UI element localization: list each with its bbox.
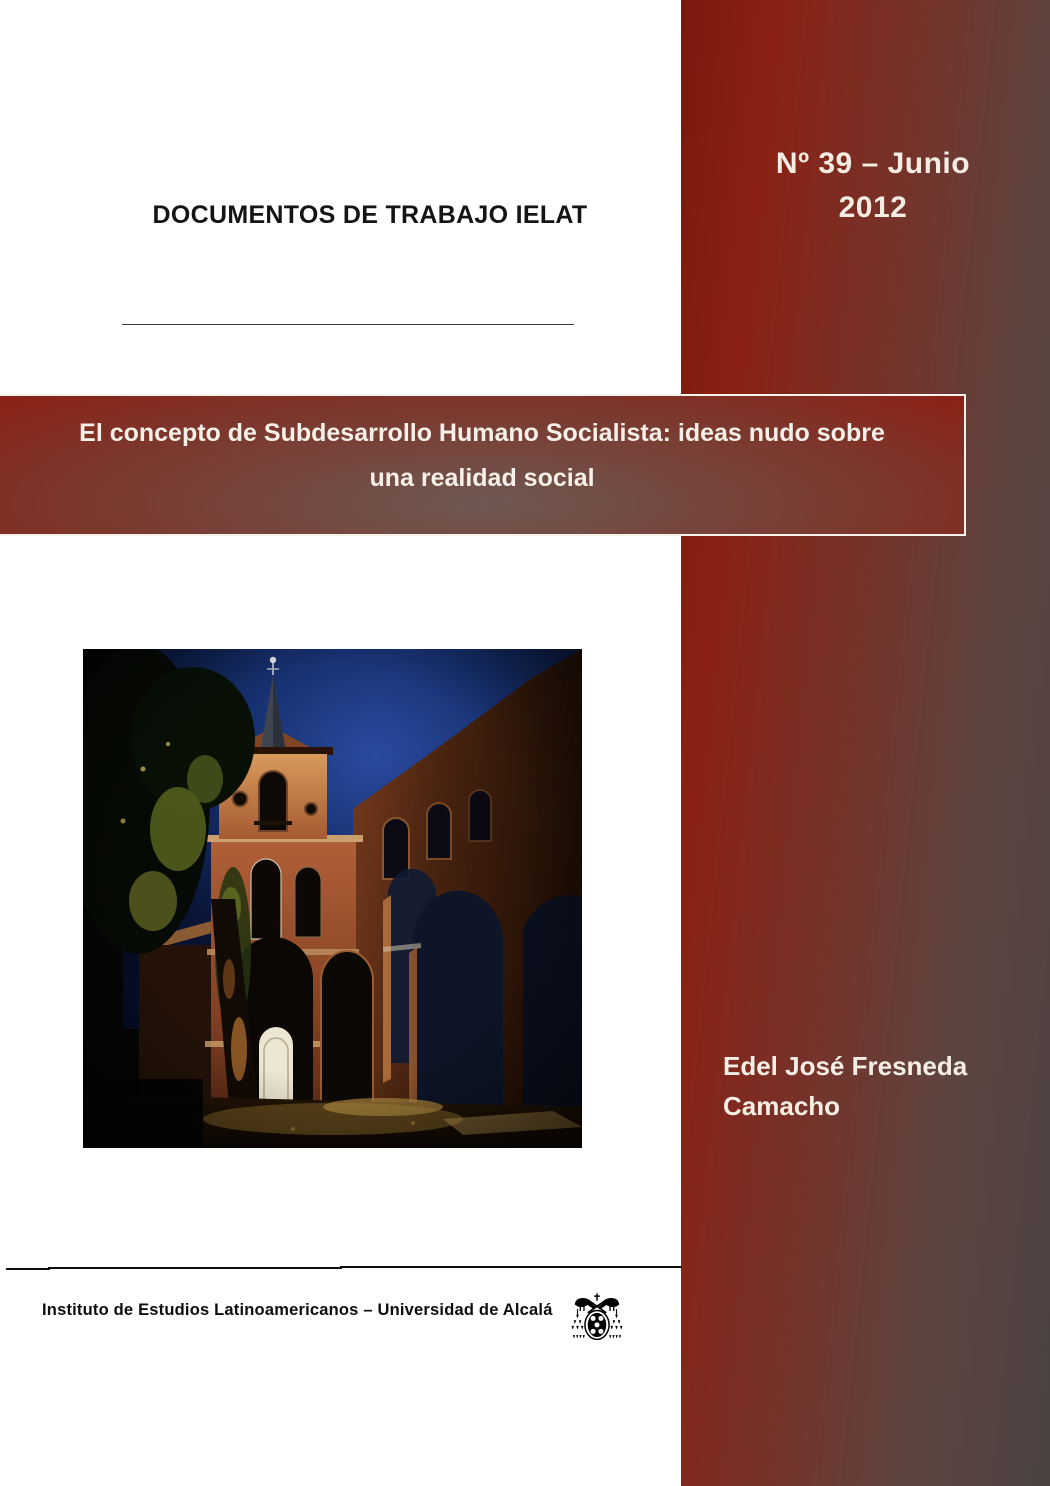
footer-divider-line	[48, 1267, 342, 1269]
footer-divider-line	[340, 1266, 682, 1268]
issue-number-line1: Nº 39 – Junio	[775, 147, 971, 180]
author-name: Edel José Fresneda Camacho	[723, 1051, 968, 1122]
paper-title-line2: una realidad social	[369, 464, 595, 492]
footer-divider-line	[6, 1268, 50, 1270]
university-crest-logo	[571, 1290, 623, 1345]
issue-number-line2: 2012	[838, 190, 908, 224]
brick-courtyard-photo-illustration	[83, 649, 582, 1148]
paper-title-line1: El concepto de Subdesarrollo Humano Socialista: ideas nudo sobre	[79, 419, 885, 447]
title-banner	[0, 394, 966, 536]
institute-name: Instituto de Estudios Latinoamericanos – Universidad de Alcalá	[42, 1301, 553, 1319]
series-title: DOCUMENTOS DE TRABAJO IELAT	[152, 201, 588, 229]
paper-title	[17, 411, 947, 534]
building-photo	[83, 649, 582, 1148]
header-divider-line	[122, 324, 574, 325]
issue-number	[700, 142, 1046, 229]
universidad-de-alcala-crest-icon	[571, 1290, 623, 1345]
